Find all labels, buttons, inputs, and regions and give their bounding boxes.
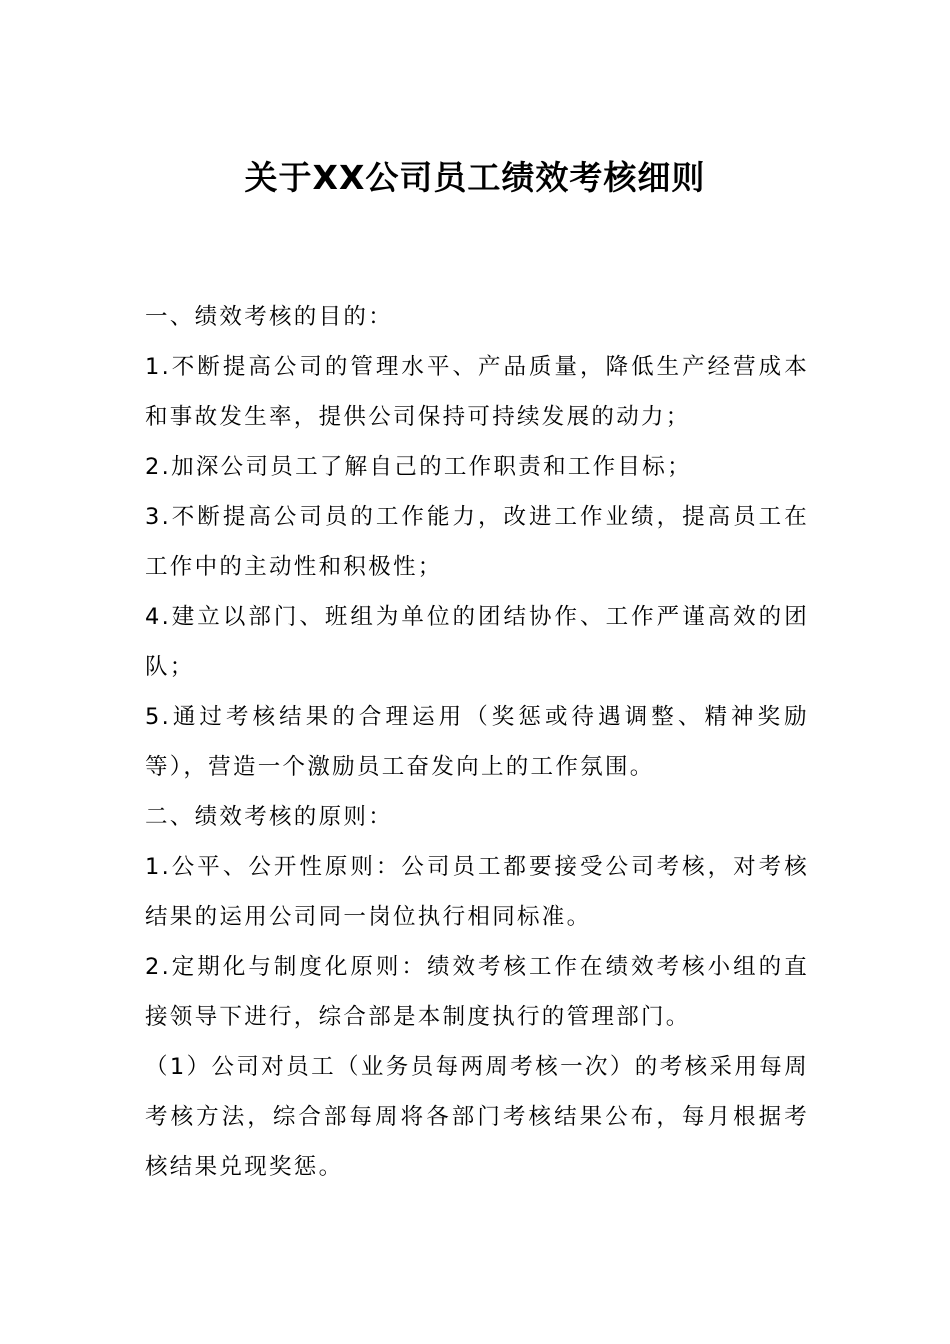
purpose-item-2: 2.加深公司员工了解自己的工作职责和工作目标； xyxy=(145,454,692,480)
document-title: 关于XX公司员工绩效考核细则 xyxy=(244,158,706,197)
section-heading-principles: 二、绩效考核的原则： xyxy=(145,804,394,830)
purpose-item-1: 1.不断提高公司的管理水平、产品质量，降低生产经营成本和事故发生率，提供公司保持可持续发展的动力； xyxy=(145,354,809,430)
document-body xyxy=(145,292,809,1192)
purpose-item-5: 5.通过考核结果的合理运用（奖惩或待遇调整、精神奖励等），营造一个激励员工奋发向上的工作氛围。 xyxy=(145,704,809,780)
section-heading-purpose: 一、绩效考核的目的： xyxy=(145,304,394,330)
purpose-item-3: 3.不断提高公司员的工作能力，改进工作业绩，提高员工在工作中的主动性和积极性； xyxy=(145,504,809,580)
principle-subitem-1: （1）公司对员工（业务员每两周考核一次）的考核采用每周考核方法，综合部每周将各部门考核结果公布，每月根据考核结果兑现奖惩。 xyxy=(145,1054,809,1180)
principle-item-2: 2.定期化与制度化原则：绩效考核工作在绩效考核小组的直接领导下进行，综合部是本制度执行的管理部门。 xyxy=(145,954,809,1030)
principle-item-1: 1.公平、公开性原则：公司员工都要接受公司考核，对考核结果的运用公司同一岗位执行相同标准。 xyxy=(145,854,809,930)
purpose-item-4: 4.建立以部门、班组为单位的团结协作、工作严谨高效的团队； xyxy=(145,604,809,680)
